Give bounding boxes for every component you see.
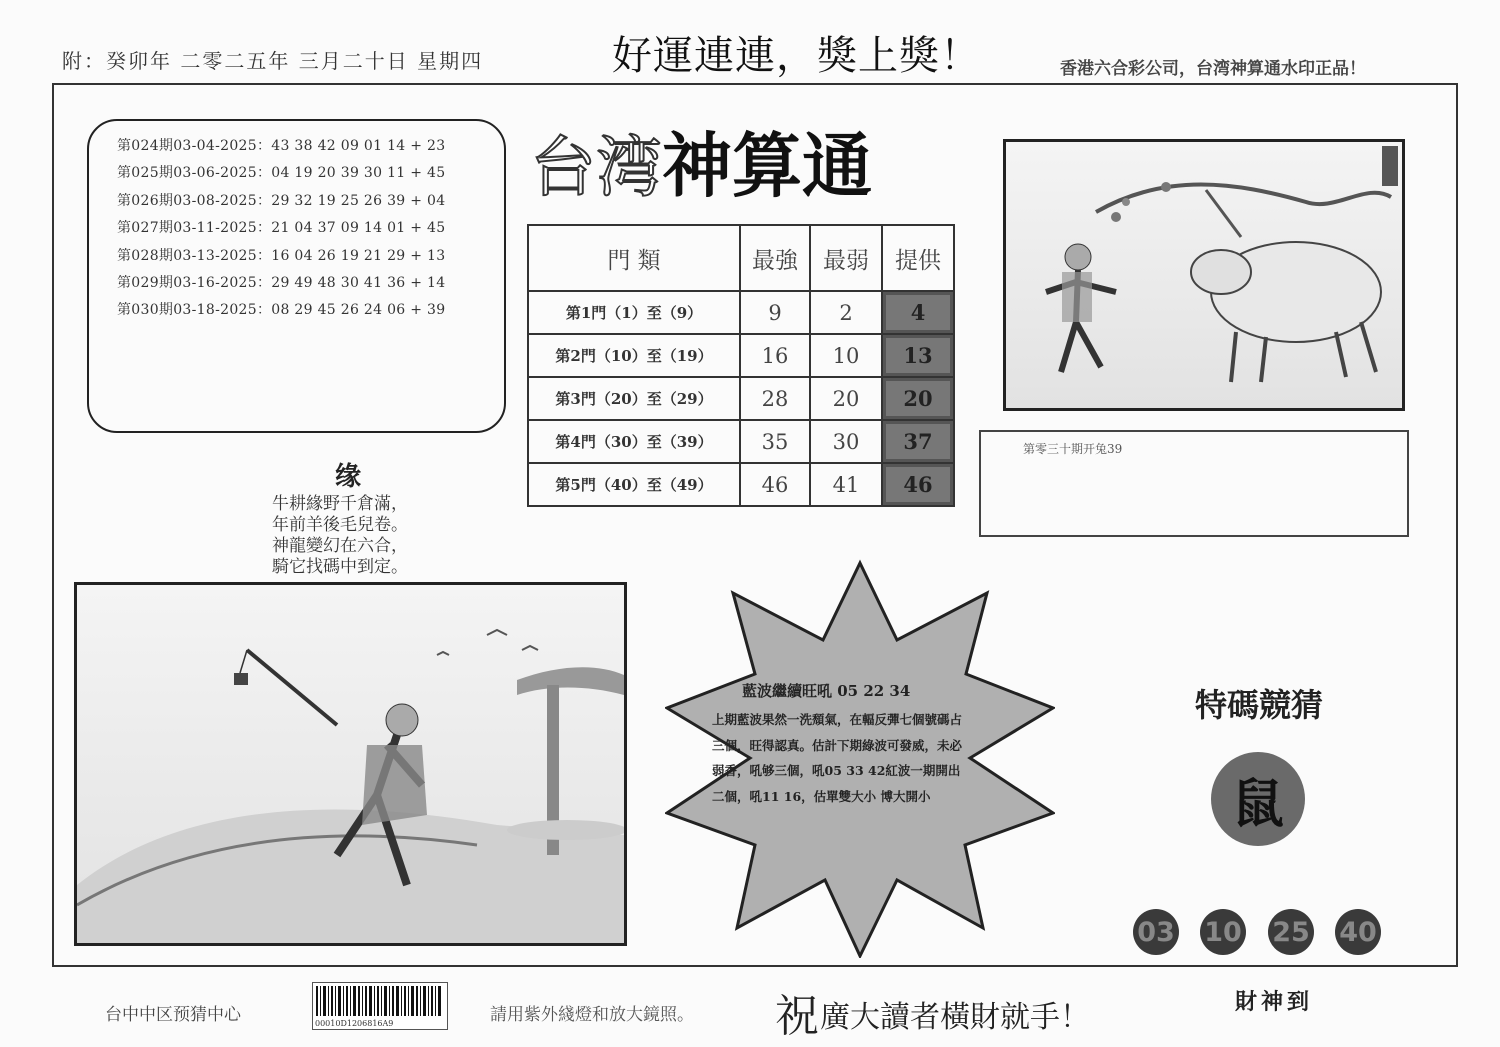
artist-seal	[1382, 146, 1398, 186]
col-weakest: 最弱	[810, 225, 882, 291]
footer-slogan: 廣大讀者橫財就手！	[820, 1000, 1090, 1035]
number-ball: 10	[1200, 909, 1246, 955]
gate-label: 第4門（30）至（39）	[528, 420, 740, 463]
zodiac-ball: 鼠	[1211, 752, 1305, 846]
col-gate: 門 類	[528, 225, 740, 291]
col-provide: 提供	[882, 225, 954, 291]
strongest-cell: 9	[740, 291, 810, 334]
history-row: 第026期03-08-2025：29 32 19 25 26 39 + 04	[117, 192, 446, 209]
poem-line: 牛耕緣野千倉滿，	[272, 494, 408, 514]
col-strongest: 最強	[740, 225, 810, 291]
history-results-box	[87, 119, 506, 433]
strongest-cell: 46	[740, 463, 810, 506]
weakest-cell: 30	[810, 420, 882, 463]
table-row	[528, 291, 954, 334]
table-row	[528, 420, 954, 463]
illustration-fisherman	[74, 582, 627, 946]
gate-label: 第2門（10）至（19）	[528, 334, 740, 377]
table-row	[528, 377, 954, 420]
poem-line: 神龍變幻在六合，	[272, 536, 408, 556]
number-ball: 25	[1268, 909, 1314, 955]
note-box: 第零三十期开兔39	[979, 430, 1409, 537]
weakest-cell: 20	[810, 377, 882, 420]
history-row: 第025期03-06-2025：04 19 20 39 30 11 + 45	[117, 165, 446, 182]
starburst-line: 二個，吼11 16，估單雙大小 博大開小	[712, 788, 931, 804]
weakest-cell: 41	[810, 463, 882, 506]
footer-uv-notice: 請用紫外綫燈和放大鏡照。	[490, 1005, 694, 1025]
number-ball: 40	[1335, 909, 1381, 955]
header-slogan: 好運連連，獎上獎！	[612, 33, 981, 79]
provide-cell: 46	[882, 463, 954, 506]
starburst-title: 藍波繼續旺吼 05 22 34	[742, 682, 911, 700]
logo-part-shensuantong: 神算通	[662, 124, 872, 207]
brand-logo	[530, 110, 872, 211]
history-row: 第027期03-11-2025：21 04 37 09 14 01 + 45	[117, 220, 446, 237]
table-row	[528, 334, 954, 377]
weakest-cell: 2	[810, 291, 882, 334]
provide-cell: 20	[882, 377, 954, 420]
strongest-cell: 28	[740, 377, 810, 420]
gates-table	[527, 224, 955, 507]
poem	[272, 494, 408, 578]
issue-date-line: 附：癸卯年 二零二五年 三月二十日 星期四	[62, 49, 484, 73]
strongest-cell: 16	[740, 334, 810, 377]
footer-publisher: 台中中区预猜中心	[105, 1005, 241, 1025]
starburst-line: 弱香，吼够三個，吼05 33 42紅波一期開出	[712, 763, 961, 778]
logo-part-taiwan: 台湾	[530, 129, 662, 206]
child-bull-drawing	[1006, 142, 1402, 408]
poem-line: 騎它找碼中到定。	[272, 557, 408, 577]
starburst-analysis	[712, 680, 1022, 809]
barcode-bars-icon	[313, 983, 445, 1017]
provide-cell: 37	[882, 420, 954, 463]
table-row	[528, 463, 954, 506]
footer-caishen: 財神到	[1235, 989, 1314, 1015]
watermark-notice: 香港六合彩公司，台湾神算通水印正品！	[1060, 59, 1366, 79]
history-row: 第028期03-13-2025：16 04 26 19 21 29 + 13	[117, 247, 446, 264]
history-row: 第029期03-16-2025：29 49 48 30 41 36 + 14	[117, 275, 446, 292]
starburst-line: 上期藍波果然一洗頹氣，在輻反彈七個號碼占	[712, 712, 963, 727]
provide-cell: 4	[882, 291, 954, 334]
poem-title: 缘	[335, 462, 362, 492]
weakest-cell: 10	[810, 334, 882, 377]
barcode	[312, 982, 448, 1030]
starburst-line: 三個，旺得認真。估計下期綠波可發威，未必	[712, 737, 963, 753]
gate-label: 第3門（20）至（29）	[528, 377, 740, 420]
gates-header-row	[528, 225, 954, 291]
fisherman-drawing	[77, 585, 624, 943]
provide-cell: 13	[882, 334, 954, 377]
gate-label: 第1門（1）至（9）	[528, 291, 740, 334]
special-guess-title: 特碼競猜	[1195, 686, 1324, 724]
poem-line: 年前羊後毛兒卷。	[272, 515, 408, 535]
number-ball: 03	[1133, 909, 1179, 955]
gate-label: 第5門（40）至（49）	[528, 463, 740, 506]
illustration-child-bull	[1003, 139, 1405, 411]
history-row: 第030期03-18-2025：08 29 45 26 24 06 + 39	[117, 302, 446, 319]
barcode-number: 00010D1206816A9	[315, 1019, 394, 1028]
strongest-cell: 35	[740, 420, 810, 463]
footer-zhu: 祝	[775, 991, 819, 1042]
history-row: 第024期03-04-2025：43 38 42 09 01 14 + 23	[117, 138, 446, 154]
